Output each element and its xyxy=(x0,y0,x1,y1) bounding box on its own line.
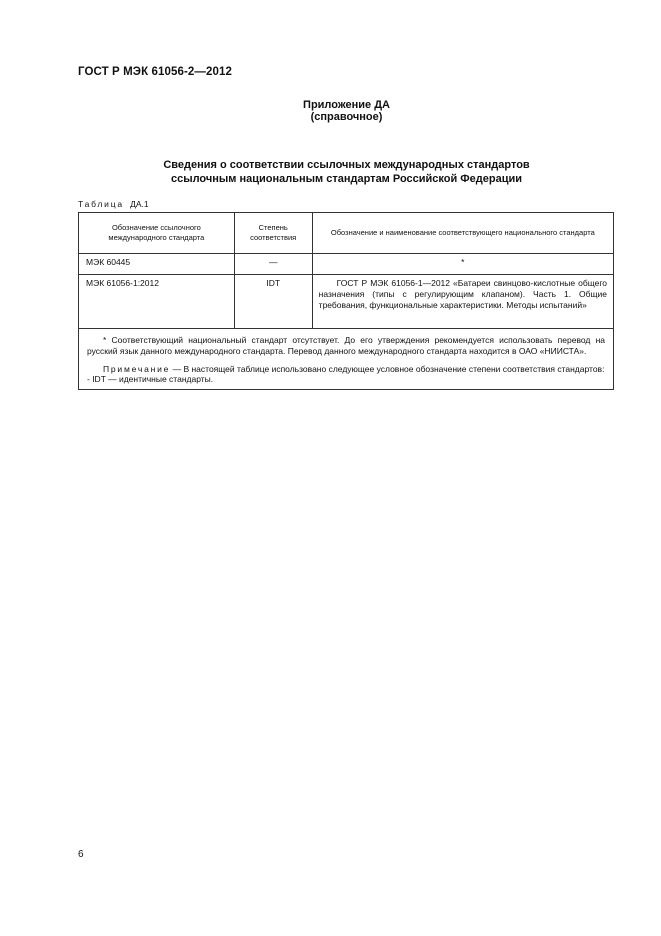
cell-degree: IDT xyxy=(234,275,312,329)
footnote: * Соответствующий национальный стандарт отсутствует. До его утверждения рекомендуется использовать перевод на русский язык данного международного стандарта. Перевод данного международного стандарта находится в ОАО «НИИСТА». xyxy=(87,335,605,356)
cell-degree: — xyxy=(234,254,312,275)
cell-national-standard: * xyxy=(312,254,613,275)
table-caption xyxy=(78,199,149,209)
cell-intl-standard: МЭК 60445 xyxy=(79,254,235,275)
table-notes-row xyxy=(79,329,614,390)
header-national-standard: Обозначение и наименование соответствующего национального стандарта xyxy=(312,213,613,254)
cell-intl-standard: МЭК 61056-1:2012 xyxy=(79,275,235,329)
header-degree: Степень соответствия xyxy=(234,213,312,254)
section-title-line-1: Сведения о соответствии ссылочных международных стандартов xyxy=(163,159,530,171)
table-caption-number: ДА.1 xyxy=(130,199,149,209)
table-row xyxy=(79,254,614,275)
table-notes xyxy=(79,329,614,390)
appendix-title: Приложение ДА xyxy=(303,99,390,111)
section-title-line-2: ссылочным национальным стандартам Российской Федерации xyxy=(170,173,523,185)
note-list-item: - IDT — идентичные стандарты. xyxy=(87,374,214,385)
cell-national-standard: ГОСТ Р МЭК 61056-1—2012 «Батареи свинцово-кислотные общего назначения (типы с регулирующим клапаном). Часть 1. Общие требования, функциональные характеристики. Методы испытаний» xyxy=(312,275,613,329)
table-row xyxy=(79,275,614,329)
note-text: — В настоящей таблице использовано следующее условное обозначение степени соответствия стандартов: xyxy=(172,363,605,374)
note xyxy=(87,364,605,375)
correspondence-table xyxy=(78,212,614,390)
note-label: Примечание xyxy=(103,363,171,374)
table-caption-word: Таблица xyxy=(78,199,124,209)
page-number: 6 xyxy=(78,849,84,860)
table-header-row xyxy=(79,213,614,254)
header-intl-standard: Обозначение ссылочного международного стандарта xyxy=(79,213,235,254)
document-code: ГОСТ Р МЭК 61056-2—2012 xyxy=(78,66,232,78)
appendix-subtitle: (справочное) xyxy=(310,111,383,123)
